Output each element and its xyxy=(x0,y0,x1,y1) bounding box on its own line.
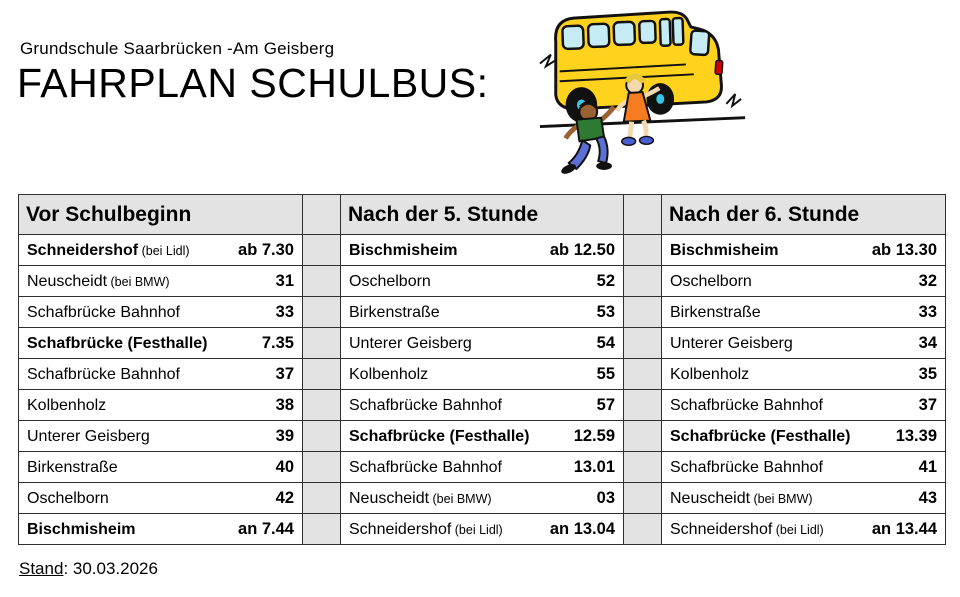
separator-cell xyxy=(624,235,662,266)
separator-cell xyxy=(303,359,341,390)
stop-time-cell xyxy=(341,235,624,266)
timetable-row xyxy=(19,390,946,421)
stop-time-cell xyxy=(19,421,303,452)
stop-time: 37 xyxy=(918,395,937,414)
stop-name: Schneidershof (bei Lidl) xyxy=(27,241,190,259)
stop-name: Bischmisheim xyxy=(670,241,779,259)
timetable-row xyxy=(19,452,946,483)
stop-time: 53 xyxy=(596,302,615,321)
stop-time: an 7.44 xyxy=(238,519,294,538)
separator-cell xyxy=(303,390,341,421)
timetable-row xyxy=(19,483,946,514)
timetable-row xyxy=(19,421,946,452)
separator-cell xyxy=(303,328,341,359)
timetable-row xyxy=(19,359,946,390)
separator-cell xyxy=(624,328,662,359)
stop-note: (bei BMW) xyxy=(429,491,492,506)
timetable-row xyxy=(19,514,946,545)
separator-cell xyxy=(624,390,662,421)
stop-time-cell xyxy=(662,390,946,421)
stop-time: 39 xyxy=(275,426,294,445)
stop-name: Unterer Geisberg xyxy=(27,427,150,445)
stop-name: Schafbrücke Bahnhof xyxy=(349,458,502,476)
stop-time-cell xyxy=(341,359,624,390)
stop-note: (bei BMW) xyxy=(107,274,170,289)
stop-time: ab 13.30 xyxy=(871,240,937,259)
stop-name: Kolbenholz xyxy=(670,365,750,383)
stop-time: 34 xyxy=(918,333,937,352)
bus-timetable xyxy=(18,194,946,545)
separator-cell xyxy=(624,514,662,545)
stop-time: 42 xyxy=(275,488,294,507)
stop-note: (bei Lidl) xyxy=(138,243,190,258)
stop-name: Oschelborn xyxy=(670,272,752,290)
stop-time: 31 xyxy=(275,271,294,290)
stop-time-cell xyxy=(341,514,624,545)
stop-time: 33 xyxy=(275,302,294,321)
timetable-row xyxy=(19,297,946,328)
stop-time: ab 7.30 xyxy=(238,240,294,259)
stop-time-cell xyxy=(19,390,303,421)
stop-name: Schafbrücke Bahnhof xyxy=(27,303,180,321)
motion-mark-icon xyxy=(726,94,741,106)
stop-name: Birkenstraße xyxy=(670,303,761,321)
page-title: FAHRPLAN SCHULBUS: xyxy=(17,60,489,106)
stop-name: Kolbenholz xyxy=(27,396,107,414)
timetable-header-row xyxy=(19,195,946,235)
stop-time: 57 xyxy=(596,395,615,414)
section-header: Nach der 6. Stunde xyxy=(662,195,946,235)
stop-name: Schafbrücke (Festhalle) xyxy=(349,427,530,445)
stop-name: Neuscheidt (bei BMW) xyxy=(27,272,170,290)
stop-note: (bei BMW) xyxy=(750,491,813,506)
stop-name: Schneidershof (bei Lidl) xyxy=(349,520,503,538)
stop-time: 33 xyxy=(918,302,937,321)
separator-cell xyxy=(303,235,341,266)
stop-time: 35 xyxy=(918,364,937,383)
timetable-row xyxy=(19,235,946,266)
stop-name: Oschelborn xyxy=(27,489,109,507)
separator-cell xyxy=(624,266,662,297)
stop-note: (bei Lidl) xyxy=(772,522,824,537)
stop-name: Schafbrücke Bahnhof xyxy=(670,458,823,476)
stop-time: 13.01 xyxy=(573,457,615,476)
stop-name: Kolbenholz xyxy=(349,365,429,383)
stop-time: an 13.44 xyxy=(871,519,937,538)
separator-cell xyxy=(624,359,662,390)
separator-cell xyxy=(303,483,341,514)
stop-name: Bischmisheim xyxy=(349,241,458,259)
stop-time-cell xyxy=(341,421,624,452)
stop-time-cell xyxy=(341,483,624,514)
separator-cell xyxy=(303,452,341,483)
separator-cell xyxy=(624,421,662,452)
stop-time-cell xyxy=(19,328,303,359)
stop-name: Schafbrücke Bahnhof xyxy=(670,396,823,414)
stop-time-cell xyxy=(662,359,946,390)
separator-cell xyxy=(624,195,662,235)
stop-time-cell xyxy=(662,328,946,359)
stop-time-cell xyxy=(662,421,946,452)
stop-time: 52 xyxy=(596,271,615,290)
separator-cell xyxy=(303,421,341,452)
separator-cell xyxy=(303,195,341,235)
separator-cell xyxy=(624,297,662,328)
stop-name: Schafbrücke (Festhalle) xyxy=(670,427,851,445)
motion-mark-icon xyxy=(540,55,557,67)
stop-name: Schafbrücke Bahnhof xyxy=(349,396,502,414)
stop-name: Unterer Geisberg xyxy=(349,334,472,352)
stop-time: 40 xyxy=(275,457,294,476)
stop-time: 13.39 xyxy=(895,426,937,445)
stop-note: (bei Lidl) xyxy=(451,522,503,537)
stop-time-cell xyxy=(662,266,946,297)
stop-time-cell xyxy=(341,390,624,421)
stop-time: 38 xyxy=(275,395,294,414)
status-date-label: Stand xyxy=(19,559,64,578)
stop-time: 12.59 xyxy=(573,426,615,445)
stop-time-cell xyxy=(662,297,946,328)
stop-name: Birkenstraße xyxy=(27,458,118,476)
bus-taillight xyxy=(715,60,723,74)
stop-time-cell xyxy=(662,452,946,483)
stop-time-cell xyxy=(19,235,303,266)
stop-time: 03 xyxy=(596,488,615,507)
separator-cell xyxy=(624,452,662,483)
stop-time: 37 xyxy=(275,364,294,383)
stop-time: 55 xyxy=(596,364,615,383)
stop-time-cell xyxy=(662,483,946,514)
stop-time-cell xyxy=(19,483,303,514)
stop-time-cell xyxy=(19,297,303,328)
section-header: Nach der 5. Stunde xyxy=(341,195,624,235)
stop-name: Oschelborn xyxy=(349,272,431,290)
status-date-value: : 30.03.2026 xyxy=(63,559,158,578)
school-bus-illustration xyxy=(538,6,750,186)
stop-time: 41 xyxy=(918,457,937,476)
stop-time: 32 xyxy=(918,271,937,290)
separator-cell xyxy=(303,297,341,328)
separator-cell xyxy=(303,266,341,297)
stop-time-cell xyxy=(341,328,624,359)
stop-time-cell xyxy=(341,452,624,483)
stop-time: ab 12.50 xyxy=(549,240,615,259)
stop-time-cell xyxy=(19,514,303,545)
stop-name: Schneidershof (bei Lidl) xyxy=(670,520,824,538)
stop-time-cell xyxy=(662,514,946,545)
stop-name: Neuscheidt (bei BMW) xyxy=(349,489,492,507)
stop-time-cell xyxy=(19,266,303,297)
stop-name: Bischmisheim xyxy=(27,520,136,538)
stop-time-cell xyxy=(19,359,303,390)
timetable-row xyxy=(19,328,946,359)
timetable-row xyxy=(19,266,946,297)
stop-time: 54 xyxy=(596,333,615,352)
separator-cell xyxy=(303,514,341,545)
stop-time-cell xyxy=(19,452,303,483)
school-name: Grundschule Saarbrücken -Am Geisberg xyxy=(20,39,335,58)
stop-name: Schafbrücke Bahnhof xyxy=(27,365,180,383)
stop-time-cell xyxy=(341,297,624,328)
stop-time-cell xyxy=(662,235,946,266)
status-date xyxy=(19,559,158,579)
separator-cell xyxy=(624,483,662,514)
stop-time: 43 xyxy=(918,488,937,507)
stop-time-cell xyxy=(341,266,624,297)
stop-name: Schafbrücke (Festhalle) xyxy=(27,334,208,352)
stop-name: Birkenstraße xyxy=(349,303,440,321)
stop-name: Neuscheidt (bei BMW) xyxy=(670,489,813,507)
stop-time: an 13.04 xyxy=(549,519,615,538)
stop-time: 7.35 xyxy=(261,333,294,352)
stop-name: Unterer Geisberg xyxy=(670,334,793,352)
section-header: Vor Schulbeginn xyxy=(19,195,303,235)
